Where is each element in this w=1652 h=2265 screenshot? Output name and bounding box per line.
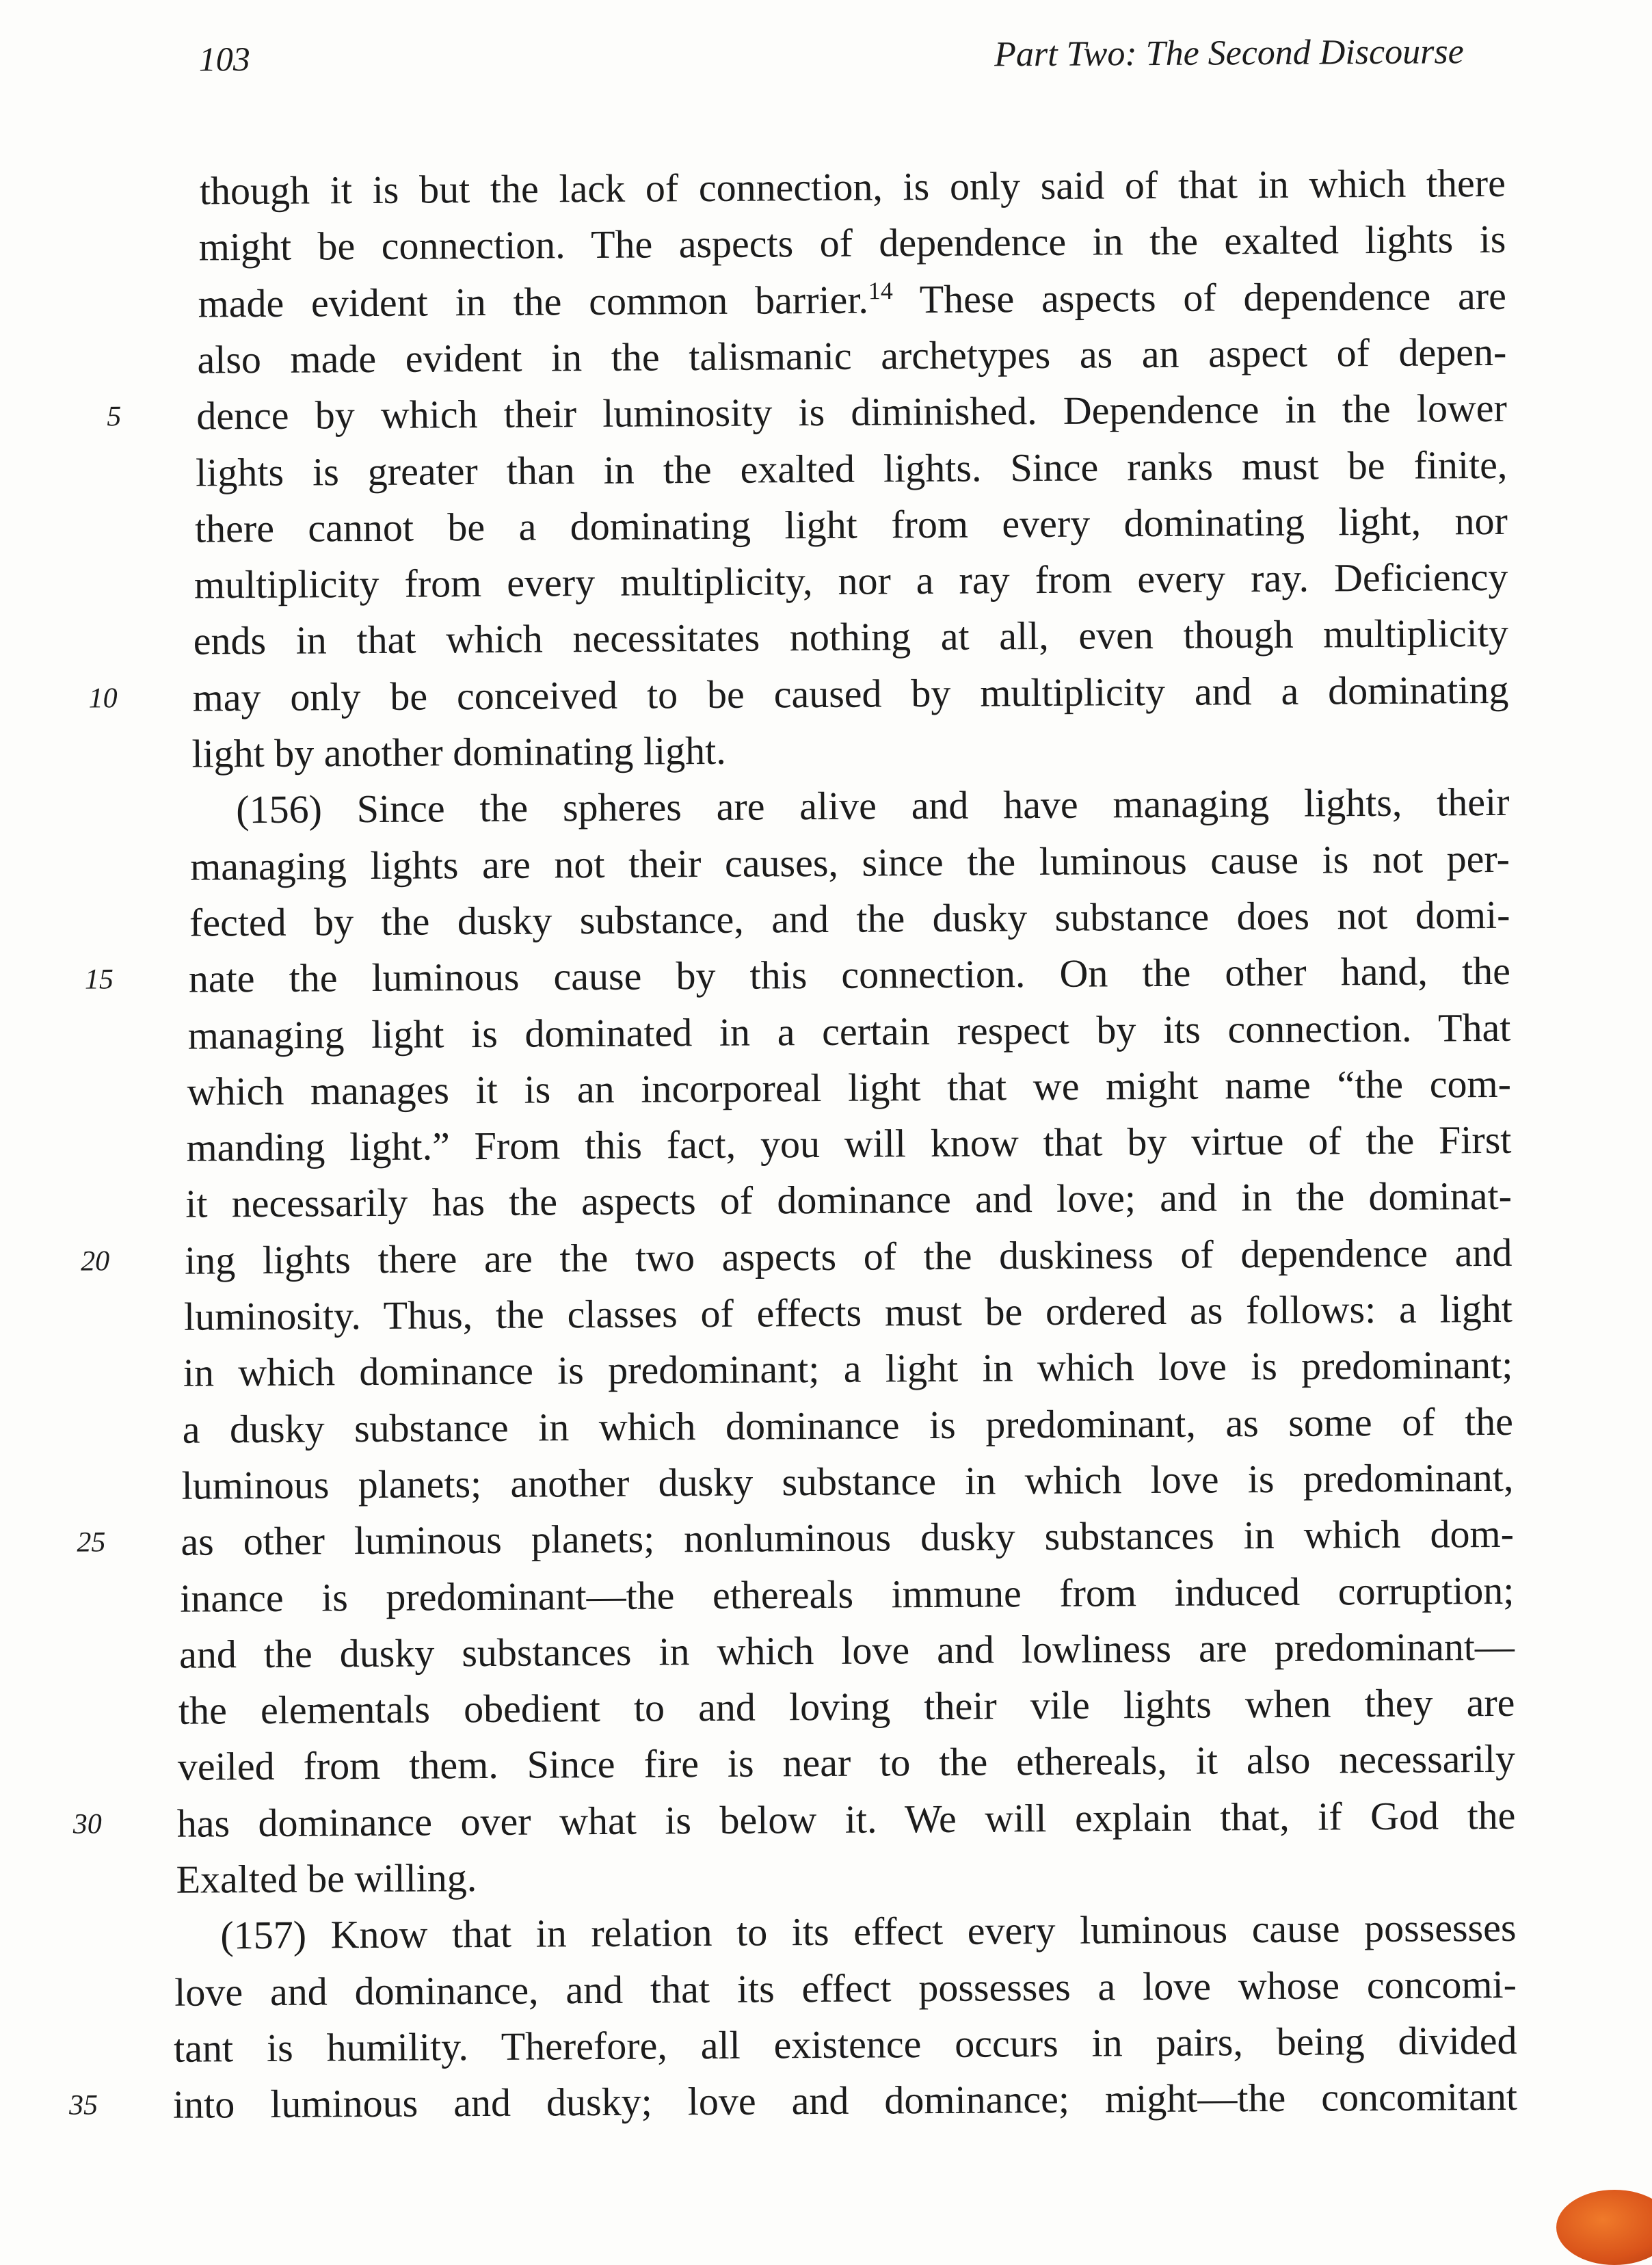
line-text: as other luminous planets; nonluminous dusky substances in which dom- <box>181 1511 1515 1564</box>
line-number: 30 <box>72 1808 102 1840</box>
running-head: Part Two: The Second Discourse <box>994 32 1464 75</box>
text-line <box>196 380 1507 445</box>
line-text: light by another dominating light. <box>191 728 726 776</box>
page-header <box>0 31 1646 96</box>
line-text: into luminous and dusky; love and dominance; might—the concomitant <box>172 2074 1518 2127</box>
text-line <box>189 942 1511 1008</box>
text-line <box>198 267 1506 332</box>
line-text: managing light is dominated in a certain respect by its connection. That <box>187 1005 1511 1058</box>
line-text: nate the luminous cause by this connection. On the other hand, the <box>188 949 1511 1001</box>
line-text: in which dominance is predominant; a light in which love is predominant; <box>183 1342 1513 1395</box>
text-line <box>174 2012 1517 2078</box>
text-line <box>189 886 1510 952</box>
line-text: dence by which their luminosity is diminished. Dependence in the lower <box>196 386 1508 438</box>
line-text: made evident in the common barrier. <box>198 277 869 326</box>
line-text: tant is humility. Therefore, all existence occurs in pairs, being divided <box>173 2017 1517 2071</box>
line-number: 15 <box>84 964 114 996</box>
line-number: 10 <box>88 682 118 715</box>
text-line <box>187 998 1510 1064</box>
text-line <box>184 1280 1513 1346</box>
line-number: 35 <box>68 2089 98 2121</box>
footnote-reference[interactable]: 14 <box>868 276 893 304</box>
line-text: might be connection. The aspects of dependence in the exalted lights is <box>198 217 1506 269</box>
text-line <box>178 1674 1515 1740</box>
line-text: love and dominance, and that its effect possesses a love whose concomi- <box>174 1961 1517 2015</box>
line-text: the elementals obedient to and loving their vile lights when they are <box>178 1680 1515 1733</box>
line-text: ing lights there are the two aspects of the duskiness of dependence and <box>184 1230 1513 1283</box>
line-text-continued: These aspects of dependence are <box>892 273 1507 321</box>
line-text: (156) Since the spheres are alive and have managing lights, their <box>236 780 1510 832</box>
line-text: also made evident in the talismanic archetypes as an aspect of depen- <box>197 329 1507 382</box>
line-text: managing lights are not their causes, since the luminous cause is not per- <box>189 836 1510 889</box>
text-line <box>183 1336 1513 1402</box>
line-number: 25 <box>77 1526 106 1559</box>
text-line <box>185 1167 1512 1233</box>
text-line <box>174 1955 1517 2021</box>
text-line <box>181 1505 1514 1571</box>
page-number: 103 <box>198 40 250 79</box>
line-text: lights is greater than in the exalted lights. Since ranks must be finite, <box>195 442 1508 495</box>
text-line <box>199 211 1506 276</box>
text-line <box>180 1561 1515 1627</box>
line-text: ends in that which necessitates nothing at all, even though multiplicity <box>193 611 1509 663</box>
line-text: there cannot be a dominating light from every dominating light, nor <box>194 498 1508 551</box>
line-text: manding light.” From this fact, you will know that by virtue of the First <box>186 1117 1512 1170</box>
text-line <box>178 1730 1516 1796</box>
text-line <box>181 1449 1513 1515</box>
body-text <box>0 154 1647 2127</box>
text-line <box>185 1224 1513 1290</box>
line-number: 20 <box>81 1245 110 1277</box>
line-text: multiplicity from every multiplicity, nor a ray from every ray. Deficiency <box>194 554 1508 607</box>
line-text: it necessarily has the aspects of dominance and love; and in the dominat- <box>185 1174 1513 1227</box>
text-line <box>190 830 1510 895</box>
line-text: Exalted be willing. <box>176 1855 477 1902</box>
line-text: though it is but the lack of connection, is only said of that in which there <box>199 160 1506 213</box>
text-line <box>192 661 1508 727</box>
text-line <box>194 548 1508 614</box>
line-text: has dominance over what is below it. We will explain that, if God the <box>176 1792 1516 1846</box>
text-line <box>191 717 1509 783</box>
line-text: fected by the dusky substance, and the dusky substance does not domi- <box>189 892 1510 945</box>
line-text: inance is predominant—the ethereals immune from induced corruption; <box>180 1567 1515 1621</box>
line-text: a dusky substance in which dominance is predominant, as some of the <box>182 1399 1514 1452</box>
text-line <box>195 492 1508 558</box>
text-line <box>176 1843 1516 1909</box>
text-line <box>196 436 1508 501</box>
line-text: and the dusky substances in which love and lowliness are predominant— <box>178 1624 1515 1677</box>
line-text: luminous planets; another dusky substance in which love is predominant, <box>181 1455 1514 1508</box>
line-text: (157) Know that in relation to its effect every luminous cause possesses <box>220 1905 1517 1958</box>
text-line <box>193 605 1508 670</box>
text-line <box>236 773 1510 838</box>
text-line <box>176 1786 1515 1852</box>
line-text: may only be conceived to be caused by multiplicity and a dominating <box>192 667 1509 720</box>
text-line <box>173 2068 1517 2134</box>
text-line <box>186 1111 1511 1177</box>
text-line <box>187 1055 1511 1121</box>
line-text: which manages it is an incorporeal light that we might name “the com- <box>187 1061 1512 1114</box>
text-line <box>182 1392 1513 1458</box>
text-line <box>220 1899 1517 1965</box>
line-number: 5 <box>107 401 122 433</box>
text-line <box>200 155 1506 220</box>
line-text: luminosity. Thus, the classes of effects must be ordered as follows: a light <box>183 1286 1513 1339</box>
text-line <box>197 323 1506 389</box>
text-line <box>179 1618 1515 1684</box>
line-text: veiled from them. Since fire is near to the ethereals, it also necessarily <box>177 1736 1516 1790</box>
